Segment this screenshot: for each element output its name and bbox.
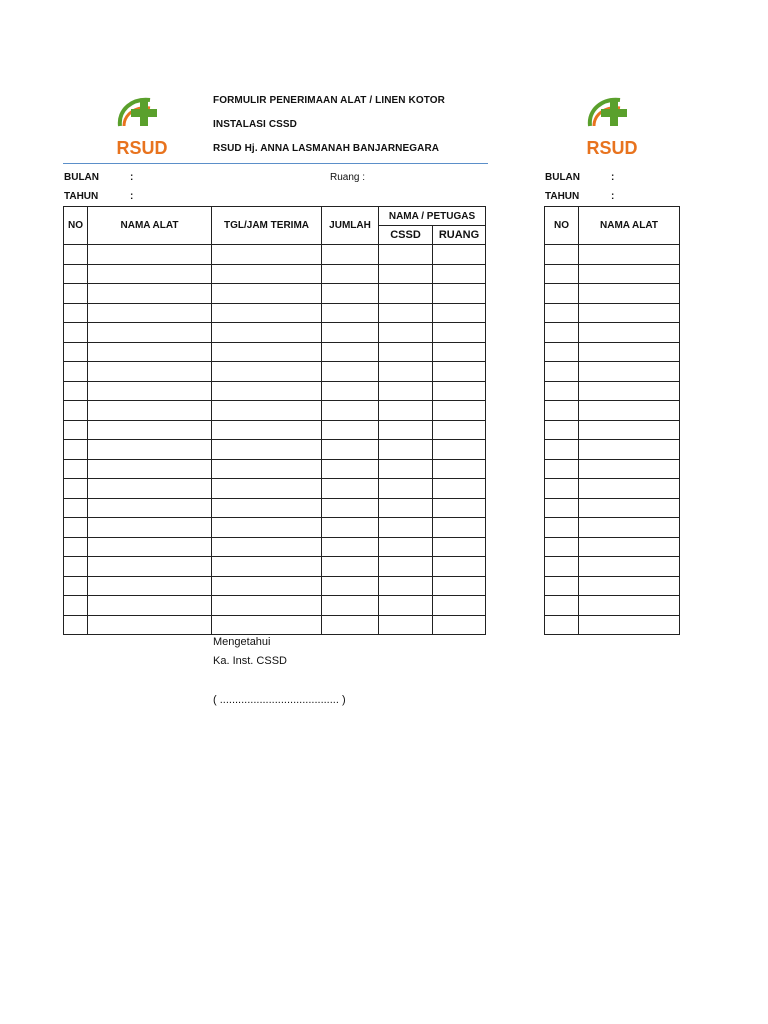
main-table-cell[interactable] [64,596,88,616]
main-table-cell[interactable] [433,303,486,323]
tahun-label: TAHUN [64,191,99,202]
right-form-table [544,206,680,635]
right-table-row [545,596,680,616]
main-table-cell[interactable] [379,362,433,382]
main-table-cell[interactable] [322,479,379,499]
main-table-cell[interactable] [88,479,212,499]
right-table-row [545,459,680,479]
main-table-cell[interactable] [322,518,379,538]
right-table-row [545,284,680,304]
main-table-cell[interactable] [433,557,486,577]
main-table-cell[interactable] [88,557,212,577]
right-table-cell[interactable] [579,362,680,382]
main-table-cell[interactable] [322,323,379,343]
main-table-cell[interactable] [433,362,486,382]
right-table-row [545,245,680,265]
bulan-colon: : [130,172,134,183]
main-table-cell[interactable] [64,557,88,577]
main-table-cell[interactable] [322,537,379,557]
main-table-cell[interactable] [64,615,88,635]
main-table-row [64,557,486,577]
main-table-cell[interactable] [212,615,322,635]
right-table-cell[interactable] [579,245,680,265]
right-table-row [545,576,680,596]
main-table-cell[interactable] [212,576,322,596]
main-table-cell[interactable] [379,518,433,538]
right-table-row [545,381,680,401]
right-table-cell[interactable] [545,518,579,538]
main-table-cell[interactable] [88,459,212,479]
main-table-row [64,342,486,362]
main-table-cell[interactable] [322,498,379,518]
main-table-cell[interactable] [433,420,486,440]
main-table-cell[interactable] [88,342,212,362]
main-table-cell[interactable] [64,459,88,479]
right-table-cell[interactable] [579,323,680,343]
right-table-cell[interactable] [545,537,579,557]
main-table-cell[interactable] [433,284,486,304]
main-table-cell[interactable] [212,459,322,479]
main-table-cell[interactable] [212,440,322,460]
main-table-cell[interactable] [64,303,88,323]
col-no-header-right: NO [545,207,579,245]
main-table-cell[interactable] [64,420,88,440]
main-table-row [64,479,486,499]
main-table-cell[interactable] [379,537,433,557]
main-table-cell[interactable] [433,440,486,460]
main-table-cell[interactable] [64,576,88,596]
main-table-cell[interactable] [379,459,433,479]
right-table-cell[interactable] [579,479,680,499]
main-table-cell[interactable] [433,537,486,557]
main-table-cell[interactable] [64,401,88,421]
main-table-cell[interactable] [379,498,433,518]
right-table-cell[interactable] [545,303,579,323]
right-table-row [545,342,680,362]
right-table-cell[interactable] [579,303,680,323]
main-table-row [64,284,486,304]
main-table-cell[interactable] [379,615,433,635]
right-table-cell[interactable] [545,479,579,499]
rsud-logo [110,92,174,156]
col-tgl-jam-header: TGL/JAM TERIMA [212,207,322,245]
main-table-cell[interactable] [379,401,433,421]
rsud-logo-right-icon [580,92,644,156]
main-table-cell[interactable] [88,401,212,421]
form-subtitle-instalasi: INSTALASI CSSD [213,119,297,130]
main-table-cell[interactable] [433,518,486,538]
bulan-colon-right: : [611,172,615,183]
main-table-cell[interactable] [433,401,486,421]
right-table-row [545,440,680,460]
main-table-cell[interactable] [64,498,88,518]
main-table-cell[interactable] [322,284,379,304]
right-table-cell[interactable] [579,342,680,362]
main-table-cell[interactable] [379,264,433,284]
main-table-cell[interactable] [212,245,322,265]
right-table-row [545,264,680,284]
main-table-cell[interactable] [64,342,88,362]
main-table-cell[interactable] [379,323,433,343]
rsud-logo-icon [110,92,174,156]
main-table-cell[interactable] [379,576,433,596]
main-table-cell[interactable] [212,362,322,382]
main-table-row [64,362,486,382]
main-table-cell[interactable] [433,615,486,635]
bulan-label-right: BULAN [545,172,580,183]
main-table-cell[interactable] [64,381,88,401]
main-table-row [64,440,486,460]
main-table-cell[interactable] [322,264,379,284]
main-table-cell[interactable] [64,479,88,499]
right-table-cell[interactable] [545,596,579,616]
right-table-cell[interactable] [545,264,579,284]
main-table-cell[interactable] [379,381,433,401]
right-table-cell[interactable] [579,284,680,304]
main-table-row [64,615,486,635]
main-table-cell[interactable] [433,576,486,596]
main-table-row [64,596,486,616]
main-form-table [63,206,486,635]
right-table-cell[interactable] [579,459,680,479]
main-table-cell[interactable] [88,596,212,616]
main-table-cell[interactable] [322,596,379,616]
right-table-cell[interactable] [579,264,680,284]
main-table-cell[interactable] [322,342,379,362]
main-table-cell[interactable] [379,479,433,499]
main-table-cell[interactable] [322,420,379,440]
main-table-cell[interactable] [88,518,212,538]
main-table-cell[interactable] [322,459,379,479]
right-table-cell[interactable] [579,401,680,421]
main-table-row [64,303,486,323]
main-table-cell[interactable] [212,303,322,323]
main-table-cell[interactable] [64,440,88,460]
right-table-cell[interactable] [579,440,680,460]
bulan-label: BULAN [64,172,99,183]
col-nama-alat-header-right: NAMA ALAT [579,207,680,245]
form-subtitle-hospital: RSUD Hj. ANNA LASMANAH BANJARNEGARA [213,143,440,154]
mengetahui-label: Mengetahui [213,636,271,648]
main-table-cell[interactable] [88,323,212,343]
right-table-row [545,518,680,538]
main-table-cell[interactable] [322,557,379,577]
main-table-cell[interactable] [88,264,212,284]
main-table-cell[interactable] [212,323,322,343]
main-table-cell[interactable] [322,245,379,265]
right-table-row [545,401,680,421]
main-table-cell[interactable] [64,518,88,538]
ka-inst-label: Ka. Inst. CSSD [213,655,287,667]
svg-text:RSUD: RSUD [116,138,168,156]
main-table-cell[interactable] [379,303,433,323]
right-table-cell[interactable] [579,596,680,616]
main-table-row [64,459,486,479]
main-table-cell[interactable] [88,440,212,460]
right-table-row [545,362,680,382]
main-table-cell[interactable] [433,498,486,518]
header-divider [63,163,488,164]
main-table-cell[interactable] [88,498,212,518]
main-table-row [64,401,486,421]
right-table-cell[interactable] [545,576,579,596]
right-table-row [545,303,680,323]
main-table-cell[interactable] [433,459,486,479]
right-table-row [545,615,680,635]
tahun-colon-right: : [611,191,615,202]
right-table-cell[interactable] [579,557,680,577]
right-table-cell[interactable] [579,615,680,635]
main-table-cell[interactable] [433,596,486,616]
col-nama-alat-header: NAMA ALAT [88,207,212,245]
right-table-cell[interactable] [545,420,579,440]
right-table-row [545,537,680,557]
main-table-cell[interactable] [88,576,212,596]
main-table-row [64,264,486,284]
form-title: FORMULIR PENERIMAAN ALAT / LINEN KOTOR [213,95,445,106]
right-table-cell[interactable] [545,498,579,518]
right-table-cell[interactable] [545,381,579,401]
ruang-label: Ruang : [330,172,366,183]
right-table-cell[interactable] [545,342,579,362]
main-table-cell[interactable] [379,440,433,460]
right-table-cell[interactable] [545,459,579,479]
main-table-cell[interactable] [212,518,322,538]
right-table-cell[interactable] [545,440,579,460]
main-table-cell[interactable] [88,420,212,440]
right-table-cell[interactable] [579,537,680,557]
right-table-cell[interactable] [579,420,680,440]
main-table-cell[interactable] [64,245,88,265]
right-table-cell[interactable] [579,498,680,518]
right-table-cell[interactable] [579,381,680,401]
main-table-cell[interactable] [379,557,433,577]
right-table-cell[interactable] [545,615,579,635]
main-table-cell[interactable] [322,362,379,382]
main-table-cell[interactable] [379,342,433,362]
main-table-cell[interactable] [212,596,322,616]
main-table-cell[interactable] [212,479,322,499]
right-table-row [545,498,680,518]
col-nama-petugas-header: NAMA / PETUGAS [379,207,486,226]
main-table-cell[interactable] [88,303,212,323]
main-table-cell[interactable] [88,362,212,382]
main-table-cell[interactable] [88,245,212,265]
right-table-body [545,245,680,635]
main-table-row [64,576,486,596]
main-table-cell[interactable] [379,245,433,265]
right-table-row [545,323,680,343]
main-table-row [64,323,486,343]
main-table-cell[interactable] [212,420,322,440]
main-table-cell[interactable] [64,362,88,382]
main-table-cell[interactable] [379,284,433,304]
main-table-cell[interactable] [64,284,88,304]
col-no-header: NO [64,207,88,245]
main-table-cell[interactable] [88,537,212,557]
main-table-cell[interactable] [322,401,379,421]
main-table-row [64,498,486,518]
right-table-cell[interactable] [579,576,680,596]
main-table-cell[interactable] [64,323,88,343]
main-table-cell[interactable] [322,615,379,635]
right-table-cell[interactable] [545,401,579,421]
main-table-cell[interactable] [88,615,212,635]
main-table-cell[interactable] [322,381,379,401]
col-jumlah-header: JUMLAH [322,207,379,245]
main-table-cell[interactable] [212,537,322,557]
main-table-cell[interactable] [88,381,212,401]
main-table-cell[interactable] [379,596,433,616]
main-table-row [64,420,486,440]
main-table-cell[interactable] [433,264,486,284]
main-table-row [64,537,486,557]
main-table-row [64,518,486,538]
main-table-cell[interactable] [212,284,322,304]
main-table-cell[interactable] [64,264,88,284]
main-table-cell[interactable] [433,381,486,401]
main-table-cell[interactable] [212,381,322,401]
main-table-cell[interactable] [212,498,322,518]
main-table-cell[interactable] [433,479,486,499]
main-table-row [64,381,486,401]
main-table-cell[interactable] [379,420,433,440]
col-cssd-header: CSSD [379,226,433,245]
main-table-cell[interactable] [433,245,486,265]
main-table-cell[interactable] [322,440,379,460]
right-table-row [545,557,680,577]
main-table-body [64,245,486,635]
col-ruang-header: RUANG [433,226,486,245]
tahun-label-right: TAHUN [545,191,580,202]
main-table-cell[interactable] [322,576,379,596]
right-table-cell[interactable] [545,245,579,265]
rsud-logo-right [580,92,644,156]
right-table-cell[interactable] [545,284,579,304]
main-table-cell[interactable] [212,401,322,421]
tahun-colon: : [130,191,134,202]
main-table-cell[interactable] [64,537,88,557]
right-table-cell[interactable] [545,557,579,577]
svg-text:RSUD: RSUD [586,138,638,156]
main-table-cell[interactable] [433,323,486,343]
right-table-cell[interactable] [545,323,579,343]
main-table-cell[interactable] [88,284,212,304]
signature-line: ( ....................................... ) [213,694,346,706]
right-table-cell[interactable] [545,362,579,382]
main-table-cell[interactable] [212,342,322,362]
main-table-cell[interactable] [322,303,379,323]
right-table-cell[interactable] [579,518,680,538]
main-table-cell[interactable] [212,264,322,284]
right-table-row [545,479,680,499]
main-table-cell[interactable] [212,557,322,577]
main-table-row [64,245,486,265]
right-table-row [545,420,680,440]
main-table-cell[interactable] [433,342,486,362]
